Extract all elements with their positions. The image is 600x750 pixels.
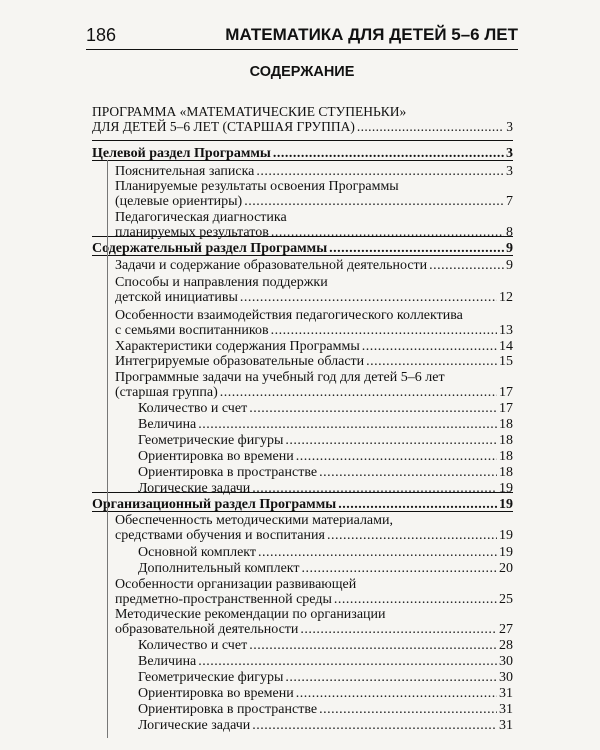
toc-entry [115,577,513,607]
toc-entry-line [115,622,513,637]
toc-page-number: 28 [499,638,513,653]
header-rule [86,49,518,50]
toc-entry-line [138,433,513,448]
toc-page-number: 30 [499,654,513,669]
toc-entry-line [92,241,513,256]
toc-entry-title: Ориентировка в пространстве [138,702,318,717]
toc-entry-line [115,577,513,592]
toc-entry [115,339,513,354]
toc-page-number: 30 [499,670,513,685]
toc-entry-line [115,354,513,369]
toc-entry-title: Логические задачи [138,481,251,496]
toc-entry [138,702,513,717]
toc-entry-title: с семьями воспитанников [115,323,269,338]
dot-leader [271,225,504,240]
toc-entry-line [138,670,513,685]
toc-entry-title: (старшая группа) [115,385,218,400]
dot-leader [319,702,497,717]
toc-entry [92,104,513,134]
toc-entry-line [138,417,513,432]
toc-entry-line [115,164,513,179]
page-header [86,22,518,48]
toc-entry-title: Способы и направления поддержки [115,275,328,290]
toc-page-number: 19 [499,545,513,560]
toc-entry-title: Планируемые результаты освоения Программы [115,179,399,194]
dot-leader [198,654,497,669]
toc-entry [138,654,513,669]
toc-entry-line [138,545,513,560]
toc-entry-title: ДЛЯ ДЕТЕЙ 5–6 ЛЕТ (СТАРШАЯ ГРУППА) [92,119,355,134]
toc-page-number: 13 [499,323,513,338]
toc-entry-title: Задачи и содержание образовательной деятельности [115,258,428,273]
toc-entry-title: Величина [138,417,197,432]
dot-leader [302,561,497,576]
section-rule [92,160,513,161]
toc-entry-line [92,104,513,119]
toc-entry-line [92,146,513,161]
section-rule [92,511,513,512]
toc-entry-title: Количество и счет [138,401,248,416]
toc-entry [115,607,513,637]
toc-entry-line [138,465,513,480]
dot-leader [296,449,497,464]
toc-entry [138,481,513,496]
dot-leader [249,401,497,416]
toc-entry-title: (целевые ориентиры) [115,194,243,209]
toc-entry-line [92,119,513,134]
toc-entry-line [115,385,513,400]
toc-entry-line [138,401,513,416]
dot-leader [296,686,497,701]
toc-page-number: 31 [499,702,513,717]
dot-leader [271,323,497,338]
dot-leader [198,417,497,432]
toc-entry-title: Основной комплект [138,545,257,560]
dot-leader [258,545,497,560]
dot-leader [319,465,497,480]
toc-entry-line [138,561,513,576]
toc-title: СОДЕРЖАНИЕ [249,64,355,80]
dot-leader [244,194,504,209]
toc-page-number: 19 [499,528,513,543]
toc-page-number: 19 [499,497,513,512]
toc-entry-title: Целевой раздел Программы [92,146,271,161]
toc-entry-line [138,686,513,701]
toc-page-number: 9 [506,258,513,273]
toc-page-number: 3 [506,164,513,179]
toc-page-number: 14 [499,339,513,354]
toc-entry-title: средствами обучения и воспитания [115,528,325,543]
dot-leader [329,241,504,256]
toc-page-number: 31 [499,718,513,733]
dot-leader [285,670,497,685]
toc-entry-title: предметно-пространственной среды [115,592,332,607]
toc-entry-title: Ориентировка во времени [138,449,294,464]
toc-entry [115,275,513,305]
toc-entry-title: Интегрируемые образовательные области [115,354,365,369]
toc-entry-title: детской инициативы [115,290,238,305]
dot-leader [285,433,497,448]
toc-entry-line [115,275,513,290]
toc-entry [138,561,513,576]
toc-entry-line [115,370,513,385]
dot-leader [240,290,497,305]
dot-leader [252,718,497,733]
toc-page-number: 8 [506,225,513,240]
toc-entry-title: Обеспеченность методическими материалами, [115,513,393,528]
toc-entry-title: Организационный раздел Программы [92,497,337,512]
running-title: МАТЕМАТИКА ДЛЯ ДЕТЕЙ 5–6 ЛЕТ [225,25,518,44]
toc-entry-title: Пояснительная записка [115,164,255,179]
toc-page-number: 18 [499,449,513,464]
toc-entry [92,146,513,161]
toc-entry-line [138,638,513,653]
toc-entry-line [115,592,513,607]
toc-entry-title: Особенности организации развивающей [115,577,357,592]
dot-leader [273,146,504,161]
dot-leader [429,258,504,273]
toc-page-number: 18 [499,417,513,432]
toc-entry-title: Величина [138,654,197,669]
toc-entry-line [115,607,513,622]
toc-entry [138,545,513,560]
toc-entry [115,258,513,273]
toc-page-number: 27 [499,622,513,637]
toc-entry [115,370,513,400]
toc-entry-line [138,718,513,733]
toc-entry-title: Педагогическая диагностика [115,210,287,225]
toc-entry-title: Количество и счет [138,638,248,653]
toc-page-number: 18 [499,433,513,448]
toc-entry [115,164,513,179]
dot-leader [357,119,504,134]
page-number: 186 [86,24,117,45]
toc-entry-line [138,654,513,669]
dot-leader [362,339,497,354]
dot-leader [220,385,497,400]
section-rule [92,492,513,493]
toc-entry-title: Ориентировка во времени [138,686,294,701]
toc-page-number: 20 [499,561,513,576]
toc-page-number: 31 [499,686,513,701]
toc-page-number: 15 [499,354,513,369]
toc-entry-line [115,339,513,354]
toc-entry-line [115,308,513,323]
indent-rule [107,160,108,738]
toc-page-number: 7 [506,194,513,209]
toc-entry [115,179,513,209]
toc-page-number: 12 [499,290,513,305]
toc-entry-line [92,497,513,512]
toc-entry-title: Геометрические фигуры [138,670,284,685]
toc-entry-title: образовательной деятельности [115,622,299,637]
toc-page-number: 3 [506,119,513,134]
toc-entry-title: Особенности взаимодействия педагогического коллектива [115,308,463,323]
toc-entry [138,449,513,464]
toc-entry-title: Программные задачи на учебный год для детей 5–6 лет [115,370,445,385]
toc-page-number: 9 [506,241,513,256]
toc-page-number: 18 [499,465,513,480]
section-rule [92,255,513,256]
toc-entry-title: Методические рекомендации по организации [115,607,386,622]
section-rule [92,140,513,141]
toc-page-number: 25 [499,592,513,607]
toc-entry-line [115,179,513,194]
toc-entry-line [138,449,513,464]
toc-entry-line [115,210,513,225]
toc-entry-line [138,481,513,496]
toc-entry-line [115,194,513,209]
toc-entry [138,433,513,448]
section-rule [92,236,513,237]
toc-entry [138,686,513,701]
dot-leader [334,592,497,607]
toc-entry-line [115,290,513,305]
toc-entry [115,308,513,338]
toc-entry-title: ПРОГРАММА «МАТЕМАТИЧЕСКИЕ СТУПЕНЬКИ» [92,104,407,119]
dot-leader [249,638,497,653]
toc-page-number: 17 [499,385,513,400]
toc-page-number: 17 [499,401,513,416]
toc-entry-title: Геометрические фигуры [138,433,284,448]
toc-entry-title: Логические задачи [138,718,251,733]
toc-entry-line [115,323,513,338]
toc-page-number: 19 [499,481,513,496]
toc-entry [138,465,513,480]
toc-entry [138,670,513,685]
toc-entry-line [115,513,513,528]
toc-entry-title: Дополнительный комплект [138,561,300,576]
toc-entry [138,401,513,416]
dot-leader [300,622,497,637]
toc-entry [138,718,513,733]
toc-entry-line [115,528,513,543]
dot-leader [366,354,497,369]
toc-entry-line [115,225,513,240]
toc-entry [115,513,513,543]
toc-entry-line [138,702,513,717]
toc-page-number: 3 [506,146,513,161]
toc-entry [115,354,513,369]
toc-entry [138,417,513,432]
toc-entry-title: Содержательный раздел Программы [92,241,328,256]
dot-leader [327,528,497,543]
toc-entry-title: планируемых результатов [115,225,269,240]
toc-entry [92,241,513,256]
toc-entry-title: Ориентировка в пространстве [138,465,318,480]
toc-entry-line [115,258,513,273]
dot-leader [338,497,497,512]
dot-leader [252,481,497,496]
toc-entry [92,497,513,512]
toc-entry-title: Характеристики содержания Программы [115,339,360,354]
dot-leader [256,164,504,179]
toc-entry [138,638,513,653]
